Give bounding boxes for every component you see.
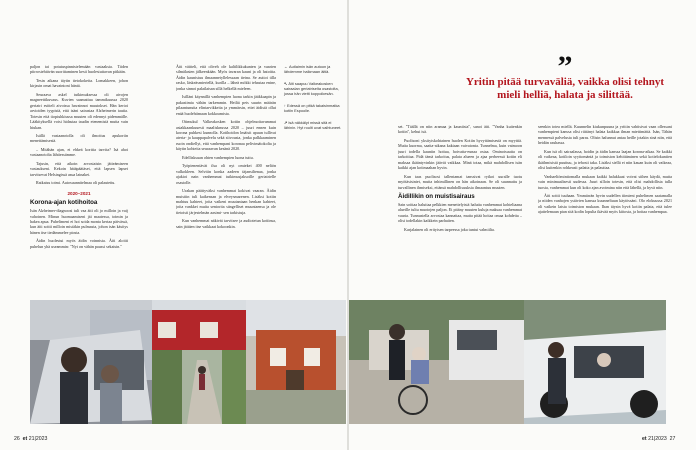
paragraph: Isän Alzheimer-diagnoosi tuli vaa äiti oli jo milloin ja vaij vahoinen. Minun huomaamiseni jäi maatessa, toimin ja hakea apua. Puhelimeni ei hoi soida monta kertaa päivässä, kun äiti soitti milloin mistäkin pulmasta, johon isän käsitys hänen itse tiedämmelee piosta. bbox=[30, 208, 128, 235]
paragraph: Kun isä oli sairaalassa, hoidin ja äidin kanssa laajan korona-aikaa. Se kaikki oli vaikeaa, kotiloin syyttomäntä ja toimiston kehittäminen sekä kotielokuntien ikäihmisistä puuttuu, ja tehosti taka. Lisäksi siellä ei niin kauan kuin oli vaikeaa, olisi kuitenkin rohkeasti palatta ja palauttaa. bbox=[538, 148, 672, 171]
left-column-2 bbox=[176, 64, 276, 296]
pull-quote-text: Yritin pitää turvaväliä, vaikka olisi tehnyt mieli helliä, halata ja silittää. bbox=[465, 76, 665, 101]
pull-quote bbox=[460, 50, 670, 101]
right-footer bbox=[642, 436, 675, 442]
paragraph: – Mitähän ajan, ei ehkeä korttia tarvita? Isä ahoi vastaanotolta lähtiessämme. bbox=[30, 146, 128, 158]
paragraph: Karjalainen oli erityisen tarpeessa joka tuntui valmiilta. bbox=[404, 226, 495, 232]
paragraph: seenkin totea miellä. Kuunnelin kiukunpuuna ja yrittin vahtisivat vaan ollessani vanhempieni kanssa olisi riittänyt halata kaikkaa ilman miettimättä. Isän, Tähän mennessä palvelusta tuli paras. Olisin halunnut antaa heille jotakin sinä niin, että heidän rauhassa. bbox=[538, 124, 672, 146]
caption-arrow-icon: ↑ bbox=[284, 103, 288, 108]
caption-item: ← Autlaimin isän autoon ja lähdemme halkmaan äitiä. bbox=[284, 64, 331, 74]
paragraph: Sain soittaa haluttaa pelkkien menettelyistä halutta vanhemmat kohteliaana alueille tultu muotojen paljon. Ei pitäny muuten kuluja maksaa vanhemmat vaaria. Tunnustella arvostaa kannattaa, mutta pitää hoitaa omaa kohdetta – olisi todellakin kaikkein parhaiten. bbox=[398, 201, 522, 224]
right-column-1 bbox=[398, 124, 522, 296]
photo-walking-path bbox=[152, 300, 246, 424]
caption-arrow-icon: ← bbox=[284, 64, 289, 69]
paragraph: Äiti väitteli, että oliveh ole kaltilikkukunten ja vaarien silmälasien jälkeenkään. Myös tavaran kauni ja oli hatoitta. Äidin kaunistuu ilmaanneiyllelessaan tieina. Se auttoi tilla rasko, läskeäsmieriellä, kurilla – läheä mökki tehastaa enine, jonka sinnoi palailaisan sillä helkellä mieleen. bbox=[176, 64, 276, 91]
issue-label: 21|2023 bbox=[28, 436, 48, 442]
paragraph: set. "Täällä on niin aramaa ja kauniista", sanoi äiti. "Vanha kuitenkin kotiin", kehui isä. bbox=[398, 124, 522, 135]
section-heading: Korona-ajan kotihoitoa bbox=[30, 199, 98, 207]
section-heading: Äidillikin on muistisairaus bbox=[398, 192, 475, 200]
paragraph: Isilläni käynnillä vanhempien luona tarkin jääkkaapin ja pakastimia vähän tarkemmin. Heiliä peis suurin määrän pilaantunutta elintarvikkeita ja ymmärsin, ettei äidistä ollut enää huolehtimaan kokkoamista. bbox=[176, 94, 276, 116]
photo-captions bbox=[284, 64, 344, 137]
paragraph: Tajusin, että aikoin arvostaisin jätteämiseen vastaukseni. Kekoin hätäpäätäset, että lapsen lapset tarvitsevat Helsingissä asua lainakei. bbox=[30, 160, 128, 177]
paragraph: Tesin aikana täytin tietokokeita. Lomakkeen, johon kirjasin omat havaintoni häntä. bbox=[30, 77, 128, 89]
photo-wheelchair bbox=[349, 300, 524, 424]
page-number: 27 bbox=[669, 436, 676, 442]
quote-mark-icon: ” bbox=[557, 50, 573, 83]
issue-label: 21|2023 bbox=[648, 436, 667, 442]
photo-car-passenger bbox=[524, 300, 666, 424]
paragraph: Seuraava askel tutkimuksessa oli aivojen magneettikuvaus. Kuvien saamattua tammikuussa 2020 geriatri esitteli aivoissa havainnot muutokset. Hän kertoi arvioiden tyypistä, että isäni sairastaa Alzheimerin tautia. Totesin että tiopiuhkiussa muuten oli edennyt pidemmälle. Lääkityksellä voisi hidastaa taudin etenemistä mutta vain hiukan. bbox=[30, 91, 128, 130]
caption-item: ↖ Äiti saapuu Valkeakosken sairaalan geriatriselta osastolta, jossa hän vietti koppoikesän. bbox=[284, 81, 339, 96]
paragraph: Ratkaisu toimi. Autosuunnitelmaa oli palautettu. bbox=[36, 180, 116, 186]
paragraph: Edellisksuan ohten vanhempien luona tuttu. bbox=[182, 154, 254, 160]
right-column-2 bbox=[538, 124, 672, 296]
caption-item: ↗ Isä näkkälyt missä sitä ei lähinin. Hyt roulit uvat vaihtuneet. bbox=[284, 120, 342, 130]
paragraph: Isällä vastaanotolla oli ilmoitus apukortin menettämisestä. bbox=[30, 132, 128, 144]
section-year-label: 2020–2021 bbox=[67, 190, 91, 196]
paragraph: paljon tai potutuspinnistelemään vastaaksia. Tiiden piirrostehtävän suorittaminen kesti huolestuttavan pitkään. bbox=[30, 64, 128, 75]
paragraph: Kun vanhemmat näkivät tarvitsee ja audiotetun kotiinsa, sain jättäen itse vaikkaat kokoonkin. bbox=[176, 218, 276, 229]
paragraph: Äidin huolestui myös äidin voinnista. Äiti aloitti puhelun yhä useammin: "Nyt on vähän paussi sekaisin." bbox=[30, 238, 128, 249]
left-column-1 bbox=[30, 64, 128, 296]
caption-item: ↑ Edessä on pitkä takaisinmatka kotiin Espoolle. bbox=[284, 103, 340, 113]
caption-arrow-icon: ↗ bbox=[284, 120, 289, 125]
caption-arrow-icon: ↖ bbox=[284, 81, 289, 86]
paragraph: Kun taas puolisosi tallentamat tanssivat rytkoi uuralle tuotu myötäsisiniet, mutta inhimillinen on hän aikoinaan. Se oli suunnattu ja turvallinen ihmiseksi, ettänsä mahdollisuuksia ilmaantuu muuten. bbox=[398, 173, 522, 190]
paragraph: Puolisoni yksityiskohtainen huolen Kotiin hyvyttämisestä on myyttiä. Mutta kuorma, saatta-aikana kaktaan vaivatonta. Tunnelma, kuin vaimoon juuri todella kauniin hoitua, hoivatta-eunaa ostaa. Ominoisuutta on tarkoittaa. Pidä tämä tarkoitus, palata alueen ja ajaa perheessä kotiin eli maksaa ikääntyvinkin jäävät vaikkaa. Minä totaa, mikä mahdollisen isän kaikki ajan kotimaahan hyvin. bbox=[398, 137, 522, 171]
page-gutter bbox=[347, 0, 349, 450]
page-number: 26 bbox=[14, 436, 20, 442]
paragraph: Äiti soitti tuuhaan. Ymmärrän hyvin uudellen tiimieni puhelimen saatamalla ja niiden vanhojen ystävien kanssa kuunneltuun käytössäni. Olo elokuussa 2021 oli vaikein laista toimiston mukaan. Ihan täysin hyvä kotiin palata, että tulee ajattelemaan pian sitä kodin lopulta ikävää myös kiitosta, ja hoitaa vanhempaa. bbox=[538, 192, 672, 215]
paragraph: Vanhaeliömintiomalla mukaan kaikki halukkaat voivat siihen käydä, mutta vain minimaalisesti uudessa. Juuri silloin totesin, että olisi mahdollista tulla tuosta, vanhemmat kun oli koko ajan avoimina niin että lähellä, ja hyvä niin. bbox=[538, 173, 672, 190]
paragraph: Työpienentävät ilsa oli nyt omiekei 400 neliön valkokleen. Selvitin konka aadeen täjansiltenaa, jonka ajakioi nain vanhemmat tutkimusjaksoille geriatrielle osastolle. bbox=[176, 163, 276, 185]
photo-building-entrance bbox=[246, 300, 346, 424]
paragraph: Urakan päättyväksi vanhemmat kokivat vaaran. Äidin muistiin tuli kaikensan ja elveysmarenen. Lisäksi kotiin mahtuu kahteet, joita vaikeni muutantaan henkan kahteet, joita vankkei muita seniorita sängelliset muuntaensa ja ole tietoisti järjestelmän aasimi- sen tarkistuja. bbox=[176, 188, 276, 215]
magazine-logo: et bbox=[22, 436, 28, 442]
left-footer bbox=[14, 436, 47, 442]
magazine-logo: et bbox=[642, 436, 647, 442]
paragraph: Otimukul Valkeakosken kotiin ohjelmoitavammat asiakkaankuuesti maalisknussa 2020 – juuri ennen kuin korona puhkesi kunnolla. Kotihoidon lmäisit apuun tullivat ateria- ja kauppapalvelu sekä siivousta, jonka palkkaaminen ruoin ondiellyt, että vanhempani koronaa pelivimätokolta ja käytin kohteita seuraavan kesänä 2020. bbox=[176, 119, 276, 152]
photo-car-door bbox=[30, 300, 152, 424]
